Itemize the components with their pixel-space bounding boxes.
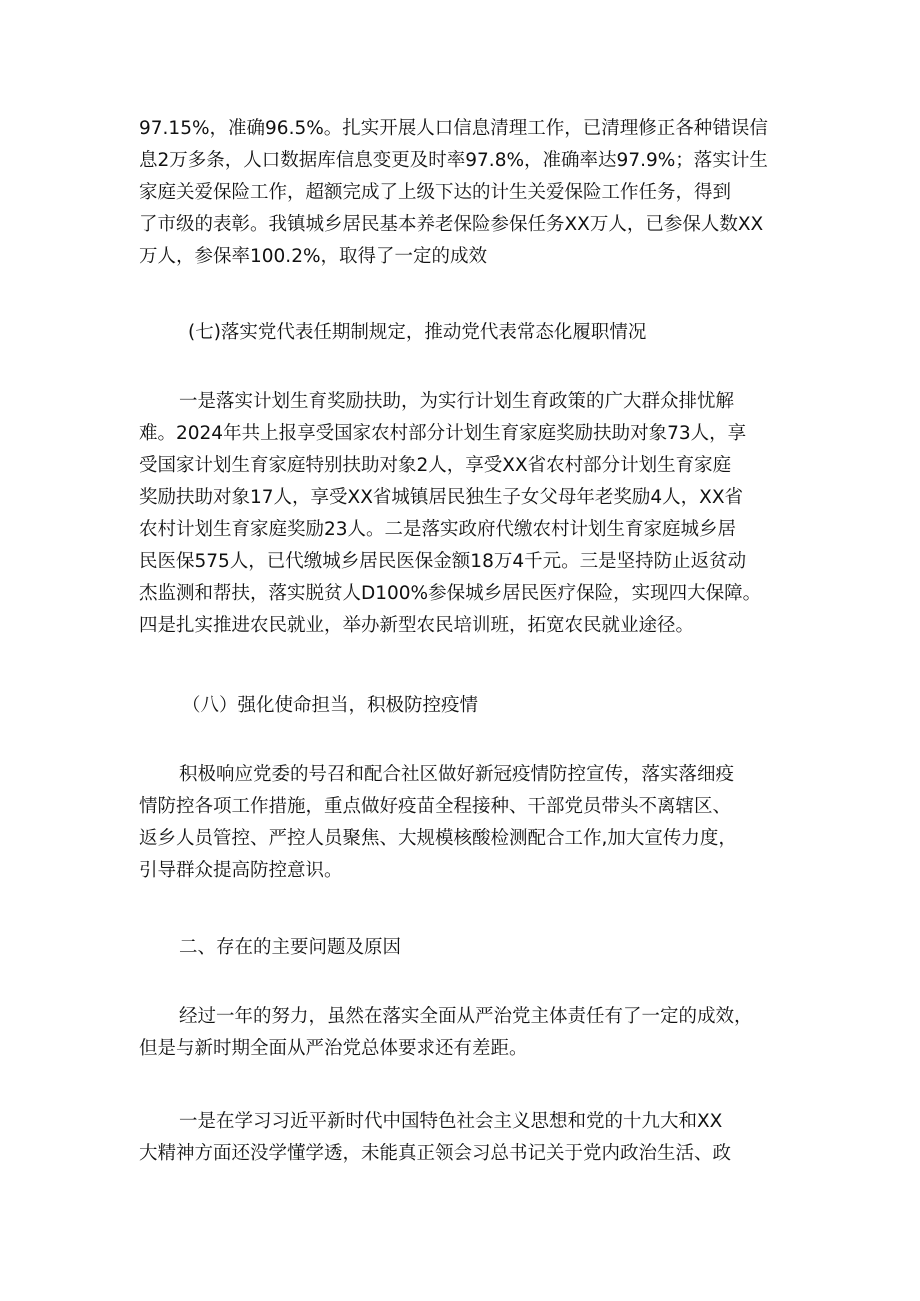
text-line: 奖励扶助对象17人，享受XX省城镇居民独生子女父母年老奖励4人，XX省: [139, 487, 744, 508]
text-line: 难。2024年共上报享受国家农村部分计划生育家庭奖励扶助对象73人，享: [139, 423, 747, 444]
text-line: 一是落实计划生育奖励扶助，为实行计划生育政策的广大群众排忧解: [179, 391, 735, 412]
text-line: 息2万多条，人口数据库信息变更及时率97.8%，准确率达97.9%；落实计生: [139, 150, 768, 171]
text-line: 经过一年的努力，虽然在落实全面从严治党主体责任有了一定的成效，: [179, 1006, 753, 1027]
text-line: 97.15%，准确96.5%。扎实开展人口信息清理工作，已清理修正各种错误信: [139, 118, 768, 139]
section-heading-eight: （八）强化使命担当，积极防控疫情: [182, 695, 479, 716]
text-line: 万人，参保率100.2%，取得了一定的成效: [139, 246, 488, 267]
text-line: 情防控各项工作措施，重点做好疫苗全程接种、干部党员带头不离辖区、: [139, 796, 732, 817]
text-line: 一是在学习习近平新时代中国特色社会主义思想和党的十九大和XX: [179, 1111, 723, 1132]
text-line: 但是与新时期全面从严治党总体要求还有差距。: [139, 1038, 528, 1059]
text-line: 引导群众提高防控意识。: [139, 860, 343, 881]
text-line: 杰监测和帮扶，落实脱贫人D100%参保城乡居民医疗保险，实现四大保障。: [139, 583, 762, 604]
text-line: 四是扎实推进农民就业，举办新型农民培训班，拓宽农民就业途径。: [139, 615, 695, 636]
text-line: 民医保575人，已代缴城乡居民医保金额18万4千元。三是坚持防止返贫动: [139, 551, 747, 572]
text-line: 了市级的表彰。我镇城乡居民基本养老保险参保任务XX万人，已参保人数XX: [139, 214, 764, 235]
paragraph-insurance-results: [139, 113, 784, 273]
text-line: 返乡人员管控、严控人员聚焦、大规模核酸检测配合工作,加大宣传力度，: [139, 828, 737, 849]
text-line: 大精神方面还没学懂学透，未能真正领会习总书记关于党内政治生活、政: [139, 1143, 732, 1164]
text-line: 家庭关爱保险工作，超额完成了上级下达的计生关爱保险工作任务，得到: [139, 182, 732, 203]
paragraph-epidemic-control: [139, 759, 784, 887]
section-heading-seven: (七)落实党代表任期制规定，推动党代表常态化履职情况: [188, 322, 647, 343]
text-line: 受国家计划生育家庭特别扶助对象2人，享受XX省农村部分计划生育家庭: [139, 455, 732, 476]
section-heading-problems: 二、存在的主要问题及原因: [179, 937, 402, 958]
text-line: 农村计划生育家庭奖励23人。二是落实政府代缴农村计划生育家庭城乡居: [139, 519, 737, 540]
paragraph-family-planning: [139, 386, 784, 642]
paragraph-summary: [139, 1001, 784, 1065]
paragraph-problem-one: [139, 1106, 784, 1170]
text-line: 积极响应党委的号召和配合社区做好新冠疫情防控宣传，落实落细疫: [179, 764, 735, 785]
